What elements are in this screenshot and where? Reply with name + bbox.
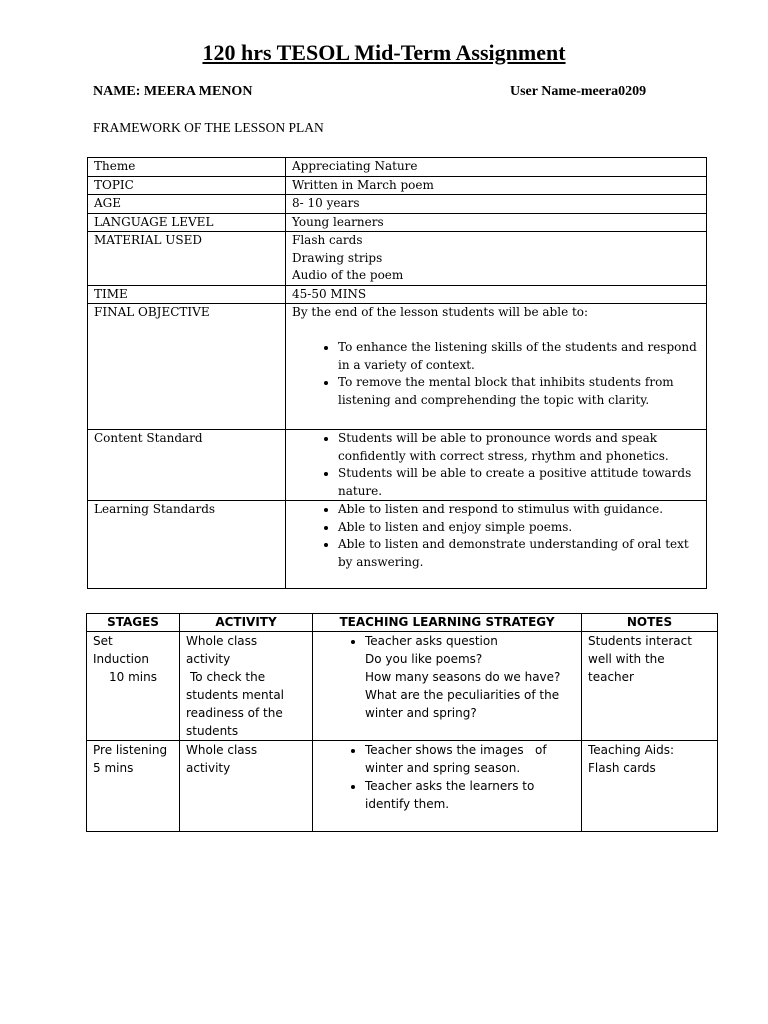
- activity-line: To check the: [190, 670, 266, 684]
- strategy-line: winter and spring?: [365, 706, 477, 720]
- activity-line: Whole class: [186, 634, 258, 648]
- content-value: [286, 430, 707, 501]
- list-item: • Teacher shows the images of winter and spring season.: [365, 741, 575, 777]
- stage-cell: [87, 632, 180, 741]
- list-item: • To remove the mental block that inhibits students from listening and comprehending the topic with clarity.: [338, 374, 700, 409]
- stage-line: 10 mins: [109, 670, 157, 684]
- material-item: Audio of the poem: [292, 268, 404, 282]
- list-item: • Students will be able to create a positive attitude towards nature.: [338, 465, 700, 500]
- level-label: LANGUAGE LEVEL: [88, 213, 286, 232]
- age-label: AGE: [88, 195, 286, 214]
- strategy-cell: [313, 741, 582, 832]
- list-item: • Able to listen and enjoy simple poems.: [338, 519, 700, 537]
- content-label: Content Standard: [88, 430, 286, 501]
- activity-line: Whole class: [186, 743, 258, 757]
- header-notes: NOTES: [582, 614, 718, 632]
- table-row: [88, 158, 707, 177]
- objective-list: [292, 339, 700, 409]
- list-item: • To enhance the listening skills of the students and respond in a variety of context.: [338, 339, 700, 374]
- table-row: [88, 232, 707, 286]
- age-value: 8- 10 years: [286, 195, 707, 214]
- page-title: 120 hrs TESOL Mid-Term Assignment: [202, 40, 566, 65]
- stage-line: Pre listening: [93, 743, 168, 757]
- objective-intro: By the end of the lesson students will be able to:: [292, 305, 589, 319]
- notes-cell: [582, 632, 718, 741]
- list-item: • Students will be able to pronounce words and speak confidently with correct stress, rhythm and phonetics.: [338, 430, 700, 465]
- material-label: MATERIAL USED: [88, 232, 286, 286]
- theme-label: Theme: [88, 158, 286, 177]
- material-value: [286, 232, 707, 286]
- header-row: [93, 84, 703, 100]
- header-activity: ACTIVITY: [180, 614, 313, 632]
- level-value: Young learners: [286, 213, 707, 232]
- header-strategy: TEACHING LEARNING STRATEGY: [313, 614, 582, 632]
- strategy-list: [319, 632, 575, 722]
- topic-value: Written in March poem: [286, 176, 707, 195]
- strategy-line: What are the peculiarities of the: [365, 688, 560, 702]
- time-value: 45-50 MINS: [286, 285, 707, 304]
- list-item: • Able to listen and respond to stimulus with guidance.: [338, 501, 700, 519]
- activity-line: students: [186, 724, 239, 738]
- table-row: [88, 501, 707, 589]
- activity-line: activity: [186, 652, 231, 666]
- table-row: [88, 430, 707, 501]
- stage-line: Set: [93, 634, 113, 648]
- user-name: User Name-meera0209: [510, 84, 647, 99]
- notes-line: Flash cards: [588, 761, 656, 775]
- notes-line: Teaching Aids:: [588, 743, 675, 757]
- table-row: [87, 632, 718, 741]
- activity-cell: [180, 632, 313, 741]
- objective-value: [286, 304, 707, 430]
- learning-value: [286, 501, 707, 589]
- header-stages: STAGES: [87, 614, 180, 632]
- activity-line: readiness of the: [186, 706, 283, 720]
- notes-line: Students interact: [588, 634, 692, 648]
- table-row: [88, 176, 707, 195]
- table-row: [87, 741, 718, 832]
- strategy-line: • Teacher asks question: [365, 634, 498, 648]
- strategy-line: Do you like poems?: [365, 652, 483, 666]
- list-item: • Teacher asks the learners to identify them.: [365, 777, 575, 813]
- activity-cell: [180, 741, 313, 832]
- table-row: [88, 195, 707, 214]
- activity-line: activity: [186, 761, 231, 775]
- strategy-line: How many seasons do we have?: [365, 670, 561, 684]
- strategy-cell: [313, 632, 582, 741]
- strategy-list: [319, 741, 575, 813]
- stage-cell: [87, 741, 180, 832]
- learning-label: Learning Standards: [88, 501, 286, 589]
- content-list: [292, 430, 700, 500]
- material-item: Flash cards: [292, 233, 363, 247]
- stages-table: [86, 613, 718, 832]
- material-item: Drawing strips: [292, 250, 383, 265]
- table-header-row: [87, 614, 718, 632]
- theme-value: Appreciating Nature: [286, 158, 707, 177]
- learning-list: [292, 501, 700, 571]
- objective-label: FINAL OBJECTIVE: [88, 304, 286, 430]
- table-row: [88, 304, 707, 430]
- notes-line: well with the: [588, 652, 665, 666]
- list-item: [365, 632, 575, 722]
- notes-cell: [582, 741, 718, 832]
- topic-label: TOPIC: [88, 176, 286, 195]
- table-row: [88, 285, 707, 304]
- activity-line: students mental: [186, 688, 285, 702]
- lesson-plan-table: [87, 157, 707, 589]
- student-name: NAME: MEERA MENON: [93, 84, 253, 99]
- stage-line: 5 mins: [93, 761, 134, 775]
- framework-heading: FRAMEWORK OF THE LESSON PLAN: [93, 120, 324, 135]
- stage-line: Induction: [93, 652, 149, 666]
- time-label: TIME: [88, 285, 286, 304]
- notes-line: teacher: [588, 670, 634, 684]
- table-row: [88, 213, 707, 232]
- list-item: • Able to listen and demonstrate understanding of oral text by answering.: [338, 536, 700, 571]
